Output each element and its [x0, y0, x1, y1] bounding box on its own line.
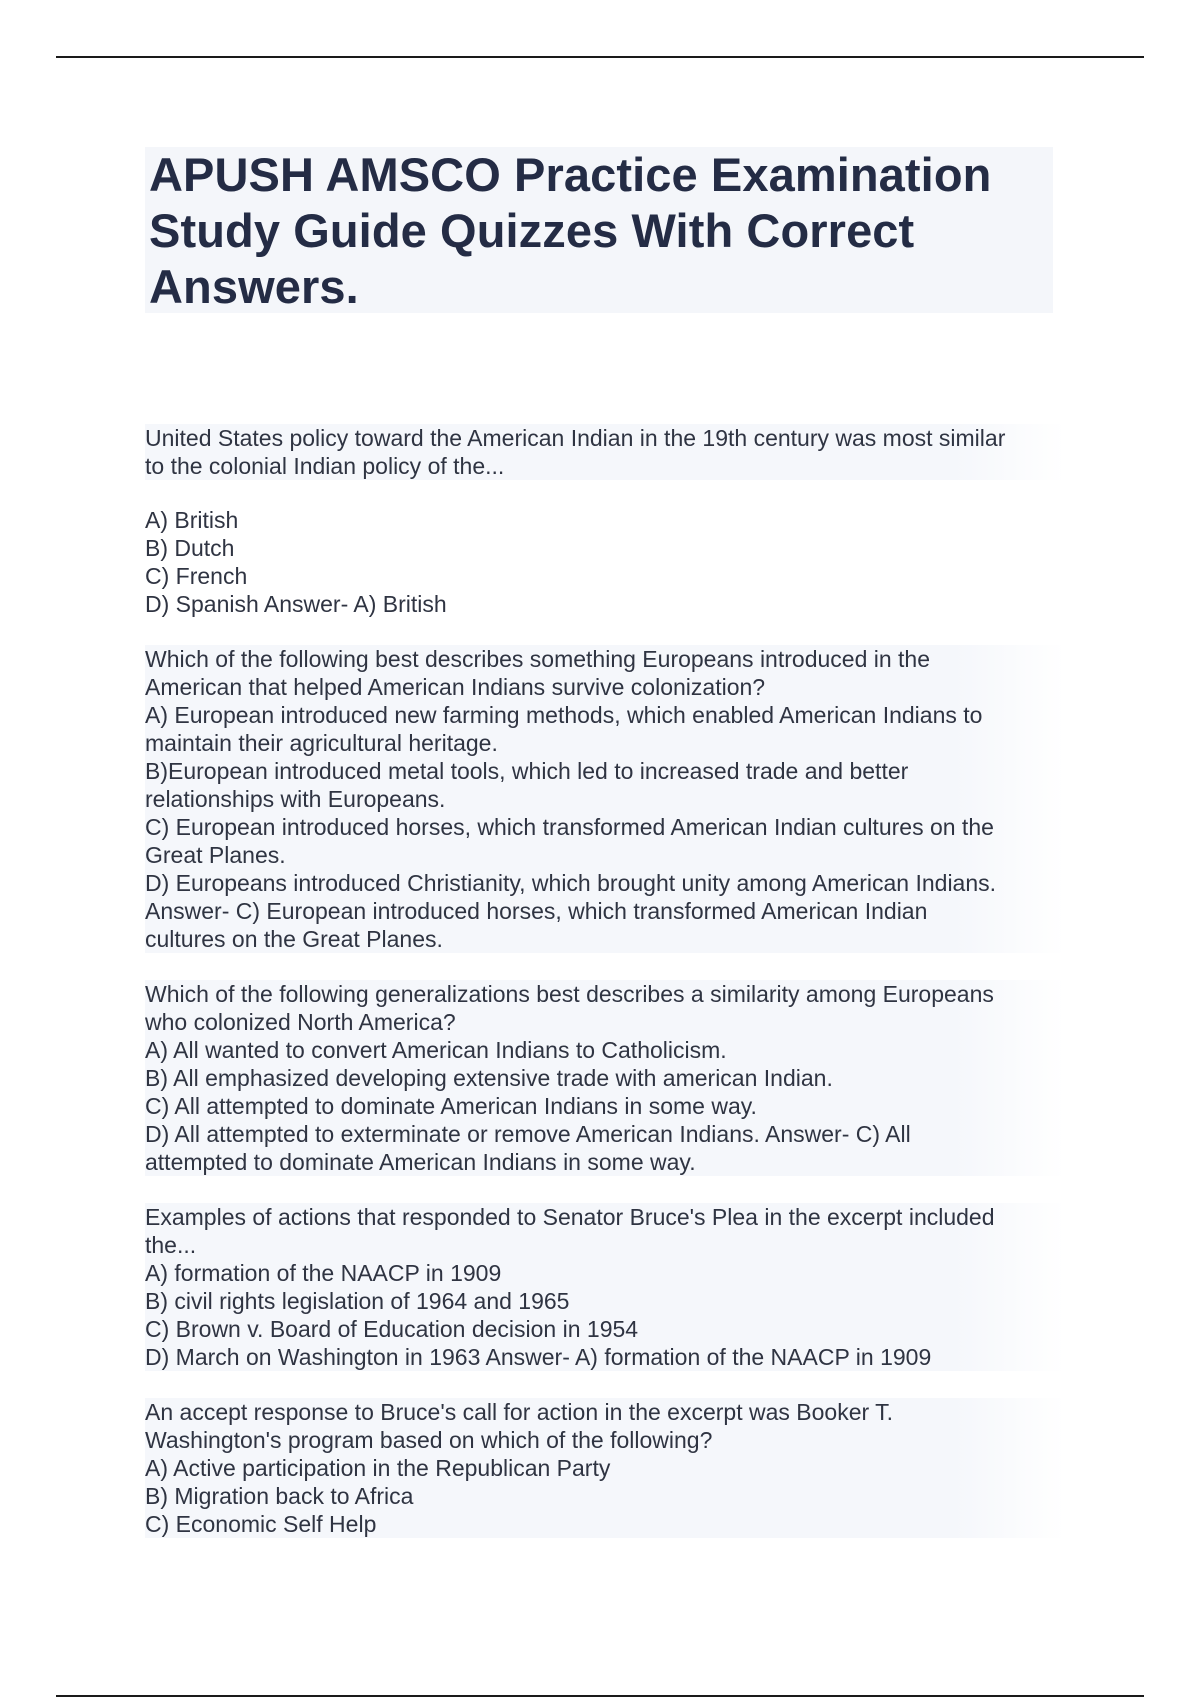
question-5 [145, 1398, 1065, 1538]
answer-option: B) All emphasized developing extensive trade with american Indian. [145, 1064, 1065, 1092]
answer-line: Answer- C) European introduced horses, which transformed American Indian [145, 897, 1065, 925]
title-line: APUSH AMSCO Practice Examination [149, 148, 992, 201]
question-stem-line: Examples of actions that responded to Senator Bruce's Plea in the excerpt included [145, 1203, 1065, 1231]
header-rule [56, 56, 1144, 58]
question-4 [145, 1203, 1065, 1371]
answer-option: B) Migration back to Africa [145, 1482, 1065, 1510]
question-stem-line: American that helped American Indians survive colonization? [145, 673, 1065, 701]
answer-option: D) Europeans introduced Christianity, which brought unity among American Indians. [145, 869, 1065, 897]
question-list [145, 424, 1065, 1565]
answer-option: C) All attempted to dominate American Indians in some way. [145, 1092, 1065, 1120]
answer-option: C) French [145, 563, 248, 589]
question-stem-line: Washington's program based on which of the following? [145, 1426, 1065, 1454]
title-block [145, 147, 1053, 313]
question-stem-line: to the colonial Indian policy of the... [145, 452, 1065, 480]
question-stem-line: United States policy toward the American Indian in the 19th century was most similar [145, 424, 1065, 452]
stem-spacer [145, 480, 1065, 506]
question-stem-line: An accept response to Bruce's call for action in the excerpt was Booker T. [145, 1398, 1065, 1426]
title-line: Answers. [149, 260, 359, 313]
answer-option: D) Spanish Answer- A) British [145, 591, 447, 617]
answer-option: B) civil rights legislation of 1964 and 1965 [145, 1287, 1065, 1315]
answer-option: A) All wanted to convert American Indians to Catholicism. [145, 1036, 1065, 1064]
footer-rule [56, 1695, 1144, 1697]
answer-option: D) March on Washington in 1963 Answer- A) formation of the NAACP in 1909 [145, 1343, 1065, 1371]
title-line: Study Guide Quizzes With Correct [149, 204, 915, 257]
question-stem-line: the... [145, 1231, 1065, 1259]
answer-option: C) Brown v. Board of Education decision in 1954 [145, 1315, 1065, 1343]
question-1 [145, 424, 1065, 618]
answer-line: attempted to dominate American Indians in some way. [145, 1148, 1065, 1176]
question-stem-line: Which of the following best describes something Europeans introduced in the [145, 645, 1065, 673]
question-stem-line: Which of the following generalizations best describes a similarity among Europeans [145, 980, 1065, 1008]
answer-option: Great Planes. [145, 841, 1065, 869]
question-stem-line: who colonized North America? [145, 1008, 1065, 1036]
answer-option: B)European introduced metal tools, which led to increased trade and better [145, 757, 1065, 785]
answer-option: A) Active participation in the Republican Party [145, 1454, 1065, 1482]
answer-line: cultures on the Great Planes. [145, 925, 1065, 953]
answer-option: A) European introduced new farming methods, which enabled American Indians to [145, 701, 1065, 729]
question-2 [145, 645, 1065, 953]
answer-option: D) All attempted to exterminate or remove American Indians. Answer- C) All [145, 1120, 1065, 1148]
question-3 [145, 980, 1065, 1176]
answer-option: relationships with Europeans. [145, 785, 1065, 813]
answer-option: C) Economic Self Help [145, 1510, 1065, 1538]
answer-option: B) Dutch [145, 535, 235, 561]
answer-option: maintain their agricultural heritage. [145, 729, 1065, 757]
answer-option: A) formation of the NAACP in 1909 [145, 1259, 1065, 1287]
document-title [149, 147, 1049, 315]
answer-option: C) European introduced horses, which transformed American Indian cultures on the [145, 813, 1065, 841]
answer-option: A) British [145, 507, 239, 533]
